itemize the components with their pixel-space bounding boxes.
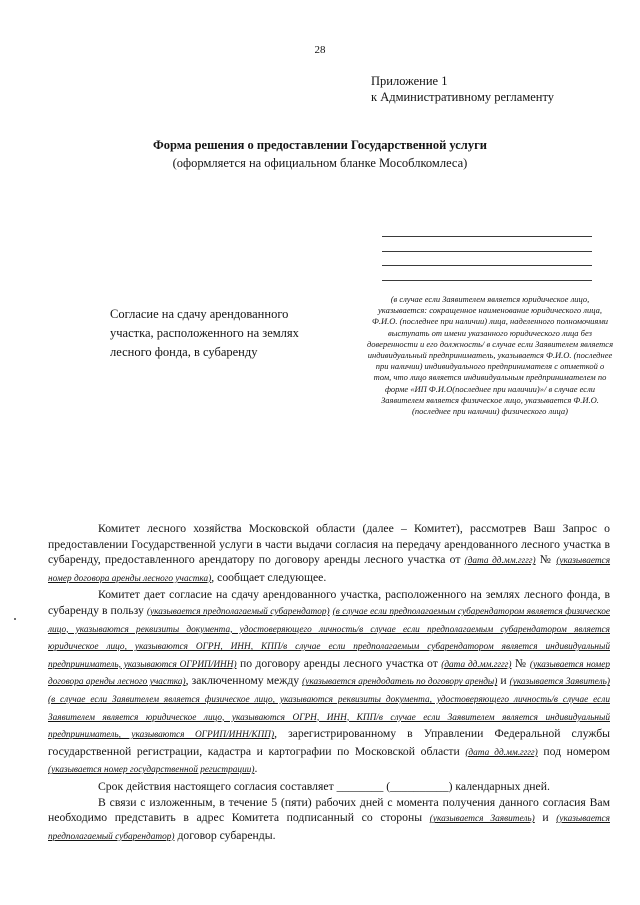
paragraph-4 (48, 795, 610, 846)
text: , зарегистрированному в Управлении Федеральной службы государственной регистрации, кадастра и картографии по Московской области (48, 727, 610, 758)
paragraph-2 (48, 587, 610, 779)
text: по договору аренды лесного участка от (236, 656, 442, 670)
text: Комитет дает согласие на сдачу арендованного участка, расположенного на землях лесного фонда, в субаренду в пользу (48, 588, 610, 617)
placeholder: (дата дд.мм.гггг) (465, 747, 538, 758)
text: и (534, 811, 557, 825)
placeholder: (указывается предполагаемый субарендатор) (146, 606, 330, 617)
applicant-blank-line (382, 265, 592, 266)
paragraph-1 (48, 521, 610, 587)
text: , заключенному между (185, 674, 303, 688)
margin-mark (14, 618, 16, 620)
placeholder: (в случае если Заявителем является физическое лицо, указываются реквизиты документа, удостоверяющего личность/в случае если Заявителем является юридическое лицо, указываются ОГРН, ИНН, КПП/в случае если Заявителем является индивидуальный предприниматель, указываются ОГРИП/ИНН/КПП) (48, 694, 610, 741)
consent-label: Согласие на сдачу арендованного участка, расположенного на землях лесного фонда, в субаренду (110, 307, 299, 359)
placeholder: (указывается Заявитель) (429, 814, 535, 825)
placeholder: (указывается номер договора аренды лесного участка) (48, 556, 611, 584)
paragraph-3: Срок действия настоящего согласия составляет ________ (__________) календарных дней. (98, 779, 550, 793)
decision-body (48, 521, 610, 845)
page-number: 28 (314, 44, 326, 56)
appendix-header (371, 73, 554, 105)
applicant-blank-line (382, 236, 592, 237)
text: и (497, 674, 510, 688)
text: договор субаренды. (174, 828, 276, 842)
text: Комитет лесного хозяйства Московской области (далее – Комитет), рассмотрев Ваш Запрос о предоставлении Государственной услуги в части выдачи согласия на передачу арендованного лесного участка в субаренду, предоставленного арендатору по договору аренды лесного участка от (48, 522, 610, 567)
form-title: Форма решения о предоставлении Государственной услуги (153, 138, 487, 152)
placeholder: (дата дд.мм.гггг) (441, 659, 512, 670)
text: № (511, 656, 530, 670)
text: под номером (537, 744, 610, 758)
text: В связи с изложенным, в течение 5 (пяти) рабочих дней с момента получения данного согласия Вам необходимо представить в адрес Комитета подписанный со стороны (48, 795, 610, 825)
placeholder: (дата дд.мм.гггг) (464, 556, 536, 567)
applicant-blank-line (382, 280, 592, 281)
text: . (254, 762, 258, 776)
applicant-blank-line (382, 251, 592, 252)
placeholder: (указывается предполагаемый субарендатор) (48, 814, 610, 842)
placeholder: (указывается номер государственной регистрации) (48, 765, 255, 776)
placeholder: (в случае если предполагаемым субарендатором является физическое лицо, указываются реквизиты документа, удостоверяющего личность/в случае если предполагаемым субарендатором является юридическое лицо, указываются ОГРН, ИНН, КПП/в случае если предполагаемым субарендатором является индивидуальный предприниматель, указываются ОГРИП/ИНН) (48, 606, 610, 670)
form-subtitle: (оформляется на официальном бланке Мособлкомлеса) (172, 156, 468, 170)
text: № (535, 553, 557, 567)
appendix-line-1: Приложение 1 (371, 74, 448, 88)
text: , сообщает следующее. (211, 570, 327, 584)
applicant-note: (в случае если Заявителем является юридическое лицо, указывается: сокращенное наименование юридического лица, Ф.И.О. (последнее при наличии) лица, наделенного полномочиями выступать от имени указанного юридического лица без доверенности и его должность/ в случае если Заявителем является индивидуальный предприниматель, указывается Ф.И.О. (последнее при наличии) индивидуального предпринимателя с отметкой о том, что лицо является индивидуальным предпринимателем по форме «ИП Ф.И.О(последнее при наличии)»/ в случае если Заявителем является физическое лицо, указывается Ф.И.О. (последнее при наличии) физического лица) (366, 294, 614, 417)
appendix-line-2: к Административному регламенту (371, 90, 555, 104)
placeholder: (указывается Заявитель) (509, 677, 610, 688)
placeholder: (указывается арендодатель по договору аренды) (302, 677, 498, 688)
placeholder: (указывается номер договора аренды лесного участка) (48, 659, 610, 688)
